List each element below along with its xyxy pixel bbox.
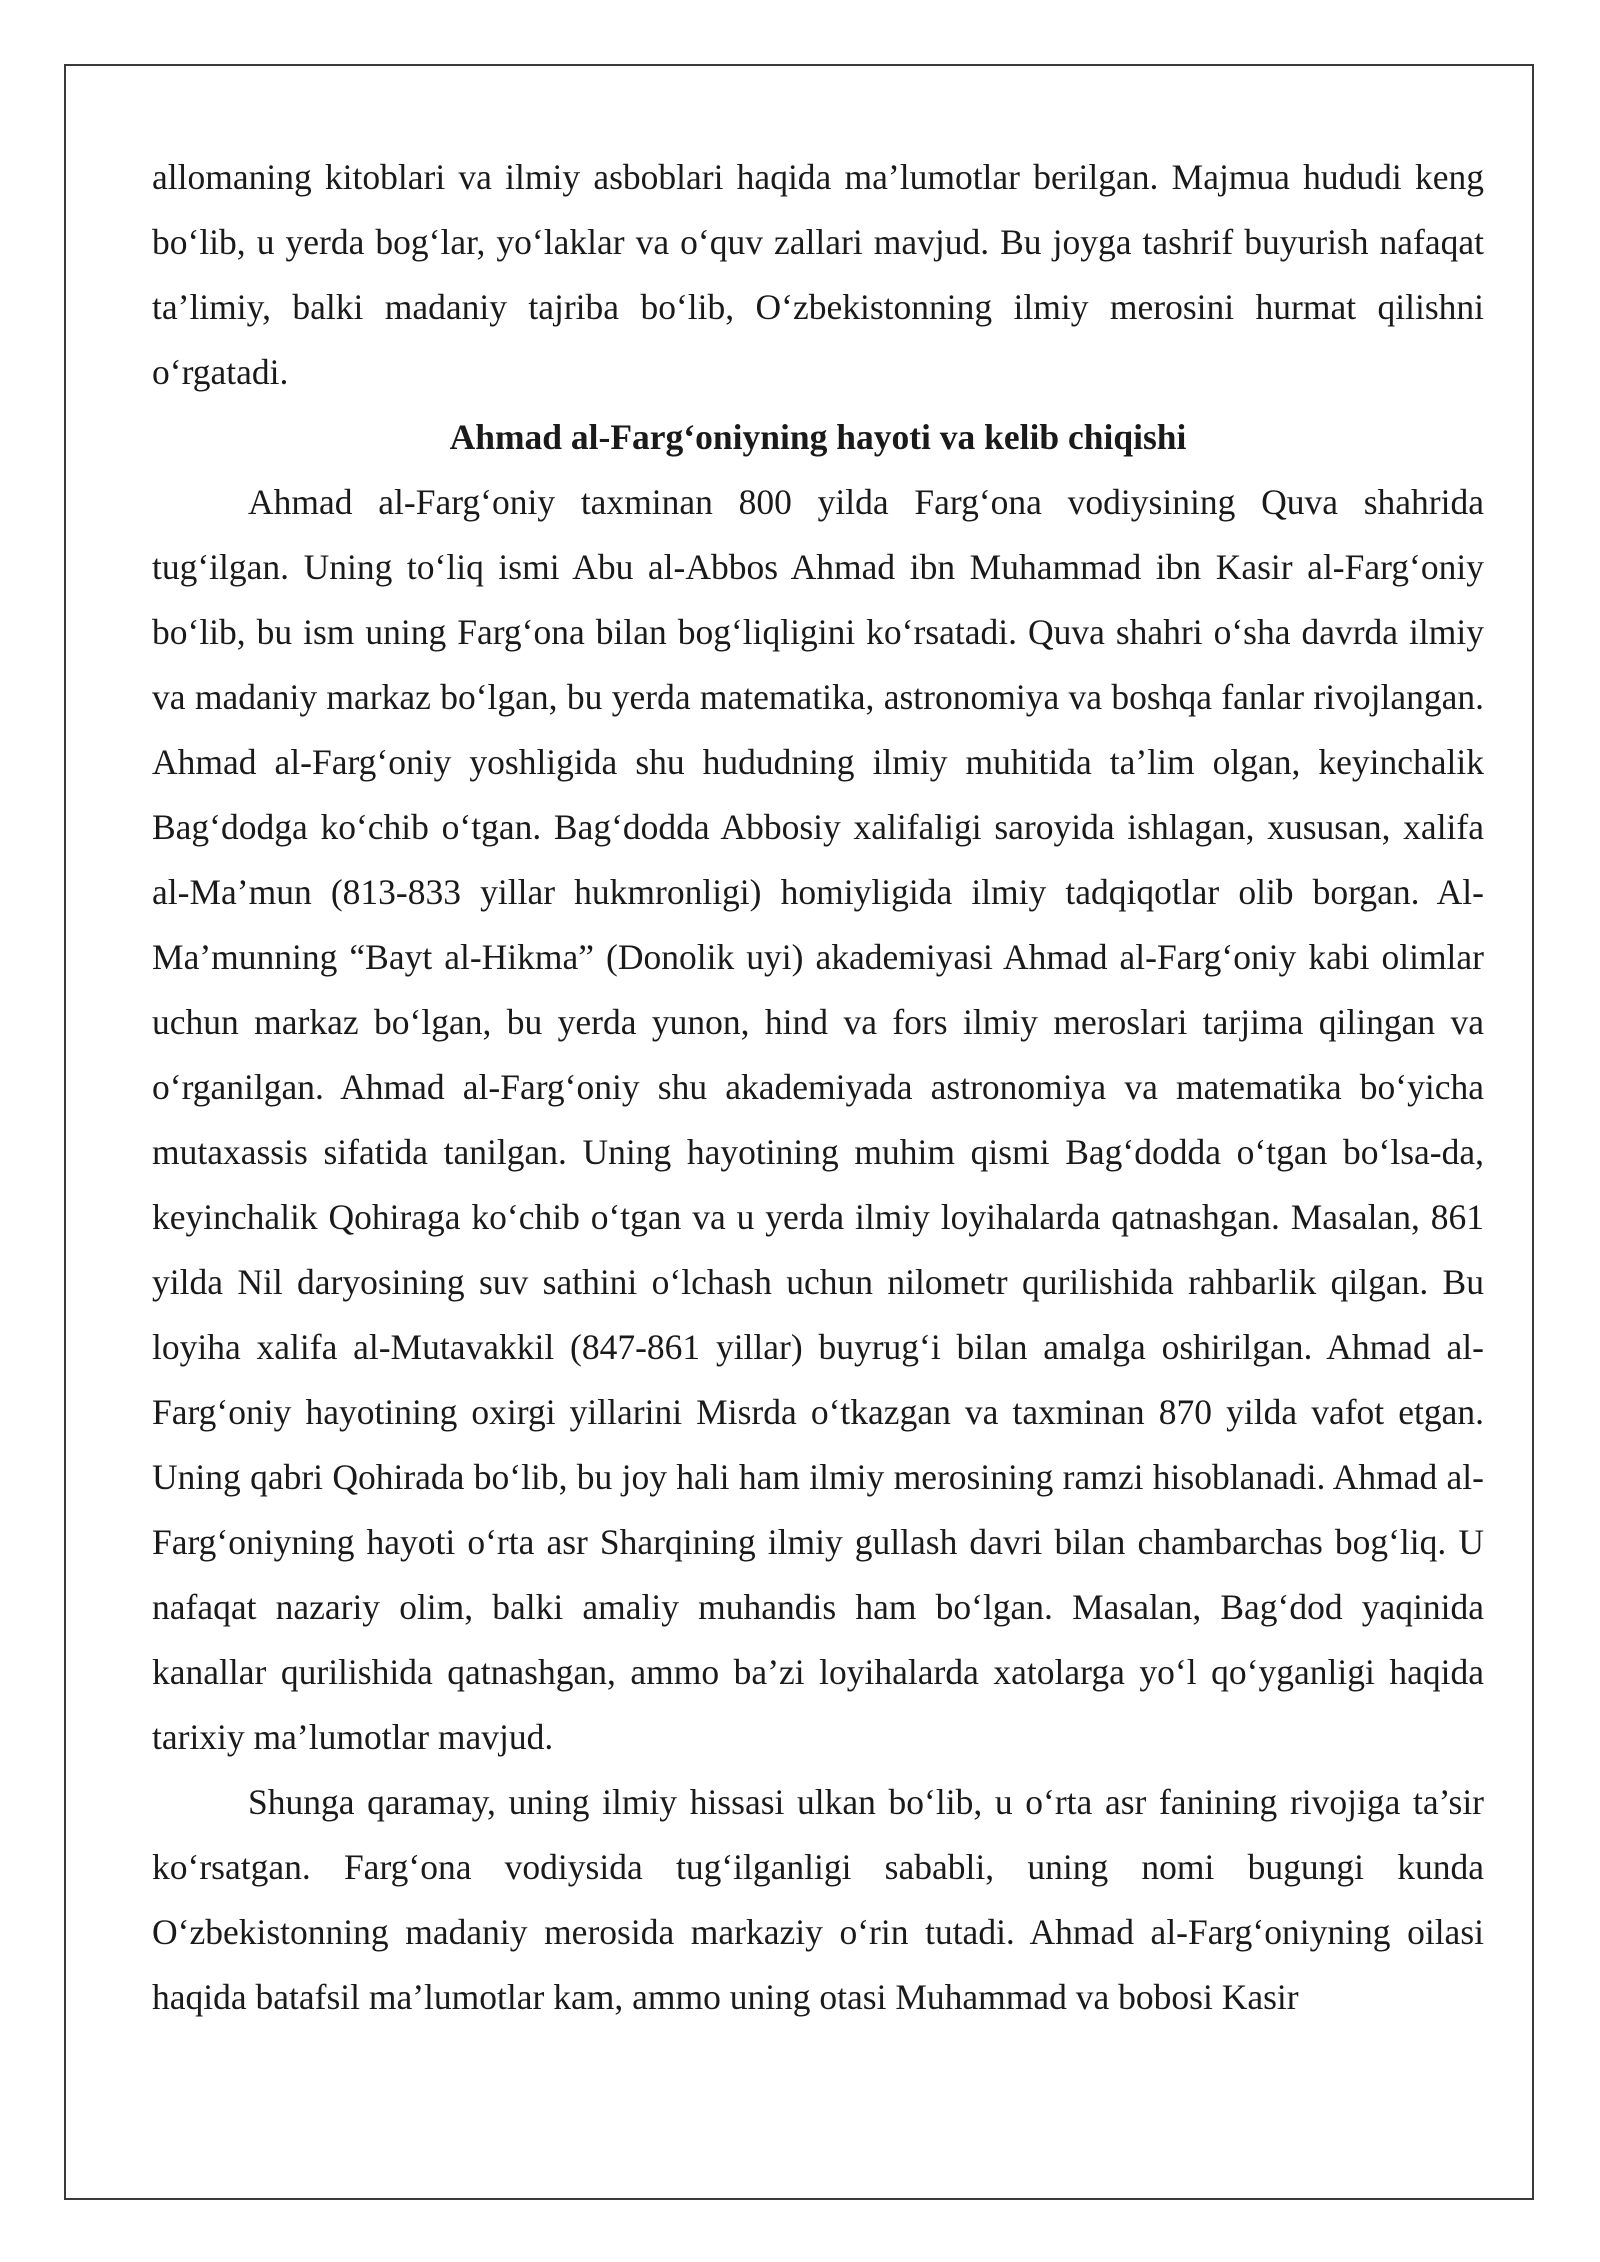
document-body — [152, 145, 1484, 2030]
paragraph-continued: allomaning kitoblari va ilmiy asboblari haqida ma’lumotlar berilgan. Majmua hududi keng bo‘lib, u yerda bog‘lar, yo‘laklar va o‘quv zallari mavjud. Bu joyga tashrif buyurish nafaqat ta’limiy, balki madaniy tajriba bo‘lib, O‘zbekistonning ilmiy merosini hurmat qilishni o‘rgatadi. — [152, 157, 1484, 392]
section-heading: Ahmad al-Farg‘oniyning hayoti va kelib chiqishi — [449, 417, 1187, 457]
paragraph-life-origin: Ahmad al-Farg‘oniy taxminan 800 yilda Farg‘ona vodiysining Quva shahrida tug‘ilgan. Uning to‘liq ismi Abu al-Abbos Ahmad ibn Muhammad ibn Kasir al-Farg‘oniy bo‘lib, bu ism uning Farg‘ona bilan bog‘liqligini ko‘rsatadi. Quva shahri o‘sha davrda ilmiy va madaniy markaz bo‘lgan, bu yerda matematika, astronomiya va boshqa fanlar rivojlangan. Ahmad al-Farg‘oniy yoshligida shu hududning ilmiy muhitida ta’lim olgan, keyinchalik Bag‘dodga ko‘chib o‘tgan. Bag‘dodda Abbosiy xalifaligi saroyida ishlagan, xususan, xalifa al-Ma’mun (813-833 yillar hukmronligi) homiyligida ilmiy tadqiqotlar olib borgan. Al-Ma’munning “Bayt al-Hikma” (Donolik uyi) akademiyasi Ahmad al-Farg‘oniy kabi olimlar uchun markaz bo‘lgan, bu yerda yunon, hind va fors ilmiy meroslari tarjima qilingan va o‘rganilgan. Ahmad al-Farg‘oniy shu akademiyada astronomiya va matematika bo‘yicha mutaxassis sifatida tanilgan. Uning hayotining muhim qismi Bag‘dodda o‘tgan bo‘lsa-da, keyinchalik Qohiraga ko‘chib o‘tgan va u yerda ilmiy loyihalarda qatnashgan. Masalan, 861 yilda Nil daryosining suv sathini o‘lchash uchun nilometr qurilishida rahbarlik qilgan. Bu loyiha xalifa al-Mutavakkil (847-861 yillar) buyrug‘i bilan amalga oshirilgan. Ahmad al-Farg‘oniy hayotining oxirgi yillarini Misrda o‘tkazgan va taxminan 870 yilda vafot etgan. Uning qabri Qohirada bo‘lib, bu joy hali ham ilmiy merosining ramzi hisoblanadi. Ahmad al-Farg‘oniyning hayoti o‘rta asr Sharqining ilmiy gullash davri bilan chambarchas bog‘liq. U nafaqat nazariy olim, balki amaliy muhandis ham bo‘lgan. Masalan, Bag‘dod yaqinida kanallar qurilishida qatnashgan, ammo ba’zi loyihalarda xatolarga yo‘l qo‘yganligi haqida tarixiy ma’lumotlar mavjud. — [152, 482, 1484, 1757]
paragraph-legacy: Shunga qaramay, uning ilmiy hissasi ulkan bo‘lib, u o‘rta asr fanining rivojiga ta’sir ko‘rsatgan. Farg‘ona vodiysida tug‘ilganligi sababli, uning nomi bugungi kunda O‘zbekistonning madaniy merosida markaziy o‘rin tutadi. Ahmad al-Farg‘oniyning oilasi haqida batafsil ma’lumotlar kam, ammo uning otasi Muhammad va bobosi Kasir — [152, 1782, 1484, 2017]
